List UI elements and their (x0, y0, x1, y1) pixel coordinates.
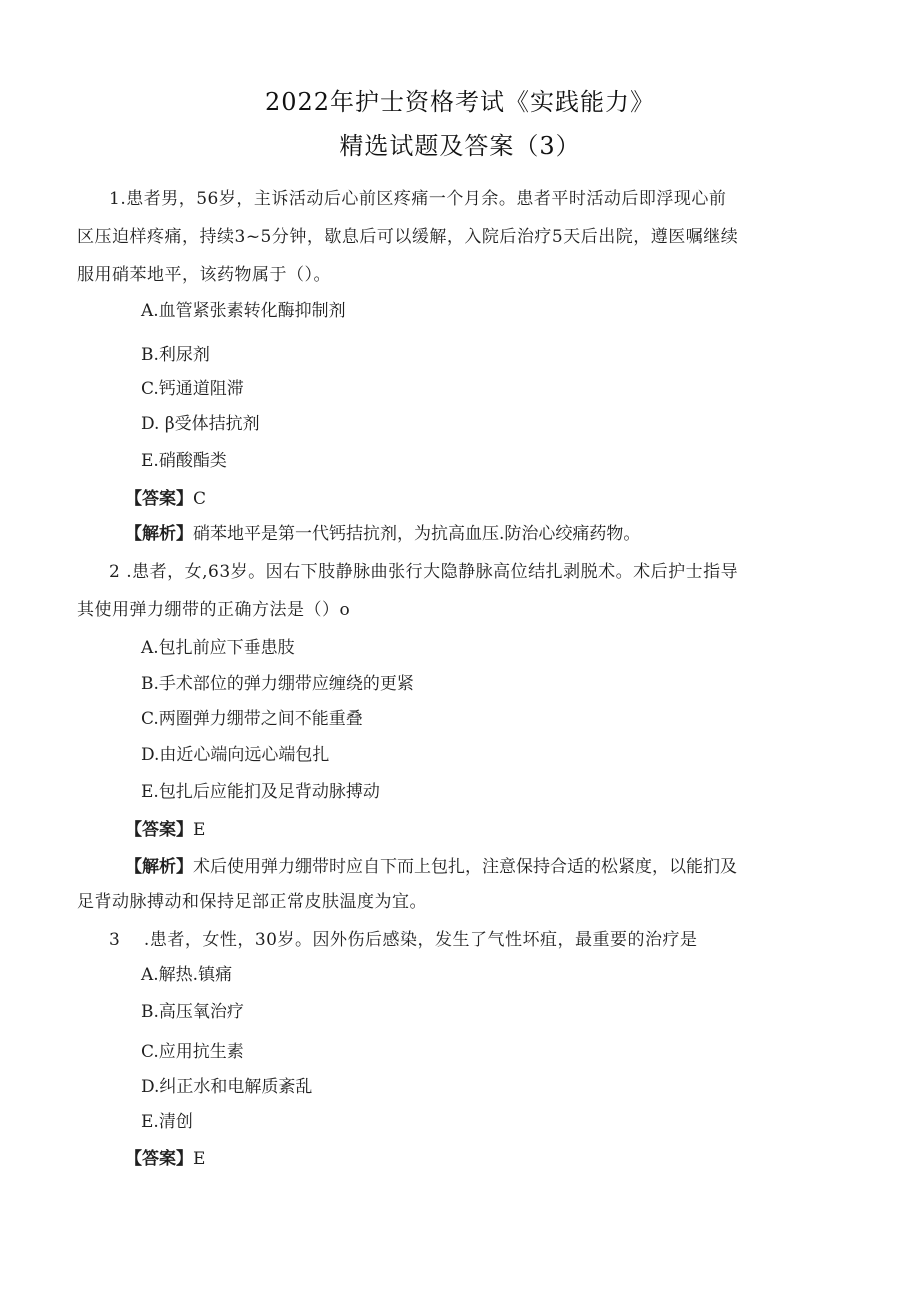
q1-stem-line-2: 区压迫样疼痛，持续3~5分钟，歇息后可以缓解，入院后治疗5天后出院，遵医嘱继续 (77, 227, 739, 247)
q3-answer (125, 1144, 205, 1169)
document-subtitle: 精选试题及答案（3） (339, 132, 581, 160)
q2-option-a: A.包扎前应下垂患肢 (141, 638, 295, 658)
q1-answer-value: C (193, 489, 207, 509)
q1-option-c: C.钙通道阻滞 (141, 379, 244, 399)
q1-option-d: D. β受体拮抗剂 (141, 414, 260, 434)
q1-answer-label: 【答案】 (125, 489, 193, 509)
q3-option-d: D.纠正水和电解质紊乱 (141, 1077, 313, 1097)
q3-option-e: E.清创 (141, 1112, 193, 1132)
q3-option-b: B.高压氧治疗 (141, 1002, 244, 1022)
q2-analysis-text-1: 术后使用弹力绷带时应自下而上包扎，注意保持合适的松紧度，以能扪及 (193, 857, 737, 877)
q3-option-c: C.应用抗生素 (141, 1042, 244, 1062)
q2-answer-value: E (193, 820, 206, 840)
q2-option-e: E.包扎后应能扪及足背动脉搏动 (141, 782, 380, 802)
q3-stem-line-1: 3 .患者，女性，30岁。因外伤后感染，发生了气性坏疽，最重要的治疗是 (109, 930, 698, 950)
q1-analysis-label: 【解析】 (125, 524, 193, 544)
q2-option-b: B.手术部位的弹力绷带应缠绕的更紧 (141, 674, 414, 694)
q2-stem-line-2: 其使用弹力绷带的正确方法是（）o (77, 600, 351, 620)
q2-analysis-label: 【解析】 (125, 857, 193, 877)
q2-analysis (125, 852, 737, 877)
q2-option-d: D.由近心端向远心端包扎 (141, 745, 330, 765)
q1-analysis (125, 519, 640, 544)
q2-analysis-line-2: 足背动脉搏动和保持足部正常皮肤温度为宜。 (77, 892, 427, 912)
q2-answer (125, 815, 205, 840)
q1-option-e: E.硝酸酯类 (141, 451, 227, 471)
q2-stem-line-1: 2 .患者，女,63岁。因右下肢静脉曲张行大隐静脉高位结扎剥脱术。术后护士指导 (109, 562, 739, 582)
q1-stem-line-3: 服用硝苯地平，该药物属于（）。 (77, 265, 331, 285)
q3-option-a: A.解热.镇痛 (141, 965, 233, 985)
q1-stem-line-1: 1.患者男，56岁，主诉活动后心前区疼痛一个月余。患者平时活动后即浮现心前 (109, 189, 727, 209)
q1-answer (125, 484, 206, 509)
q2-answer-label: 【答案】 (125, 820, 193, 840)
q3-answer-value: E (193, 1149, 206, 1169)
q3-answer-label: 【答案】 (125, 1149, 193, 1169)
q1-option-a: A.血管紧张素转化酶抑制剂 (141, 301, 346, 321)
document-title: 2022年护士资格考试《实践能力》 (264, 88, 656, 116)
q1-analysis-text: 硝苯地平是第一代钙拮抗剂，为抗高血压.防治心绞痛药物。 (193, 524, 641, 544)
q1-option-b: B.利尿剂 (141, 345, 210, 365)
q2-option-c: C.两圈弹力绷带之间不能重叠 (141, 709, 363, 729)
